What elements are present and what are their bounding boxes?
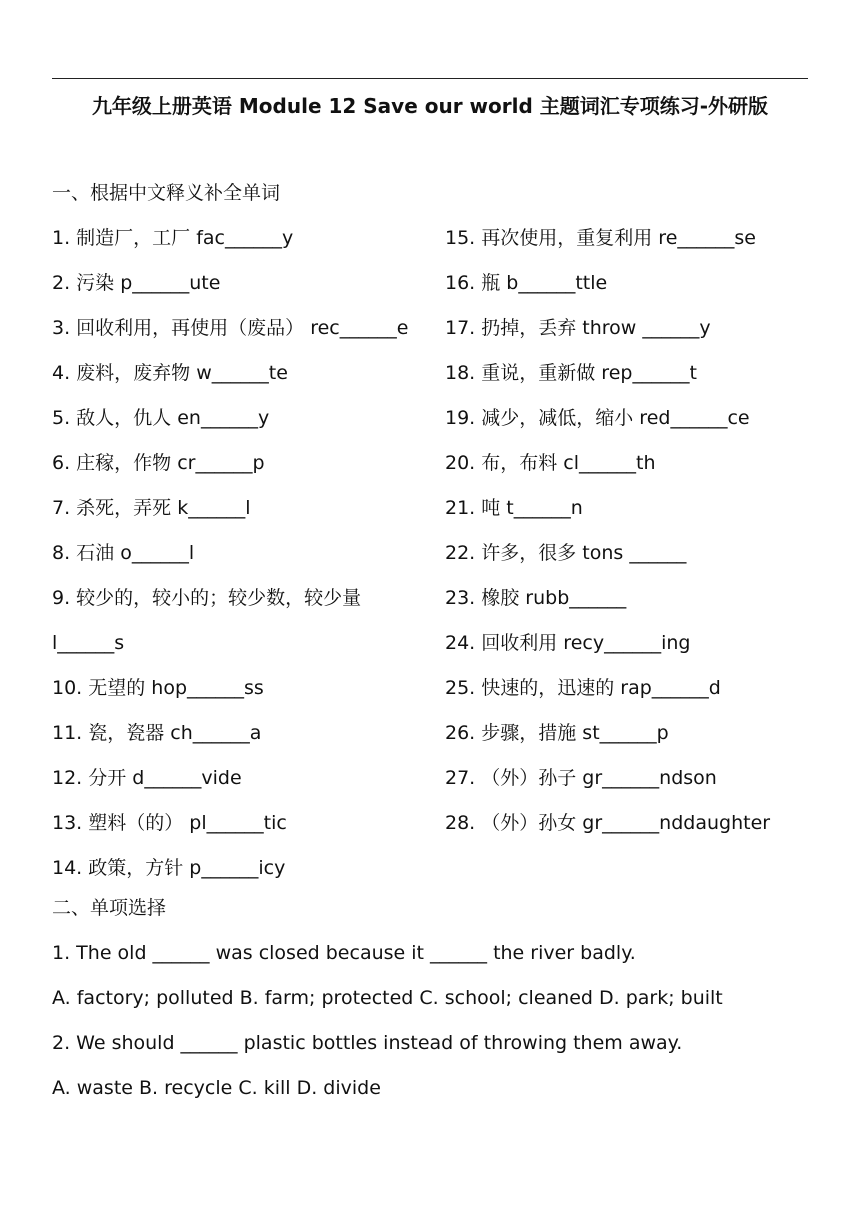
vocab-item-26: 26. 步骤，措施 st______p xyxy=(445,722,669,744)
vocab-item-5: 5. 敌人，仇人 en______y xyxy=(52,407,270,429)
question-1: 1. The old ______ was closed because it ______ the river badly. xyxy=(52,942,636,964)
vocab-item-21: 21. 吨 t______n xyxy=(445,497,583,519)
vocab-item-7: 7. 杀死，弄死 k______l xyxy=(52,497,251,519)
section-1-heading: 一、根据中文释义补全单词 xyxy=(52,182,281,204)
page-title: 九年级上册英语 Module 12 Save our world 主题词汇专项练习-外研版 xyxy=(91,94,769,118)
vocab-item-11: 11. 瓷，瓷器 ch______a xyxy=(52,722,262,744)
question-1-options: A. factory; polluted B. farm; protected C. school; cleaned D. park; built xyxy=(52,987,723,1009)
vocab-item-13: 13. 塑料（的） pl______tic xyxy=(52,812,287,834)
question-2: 2. We should ______ plastic bottles instead of throwing them away. xyxy=(52,1032,683,1054)
vocab-item-2: 2. 污染 p______ute xyxy=(52,272,221,294)
section-2-heading: 二、单项选择 xyxy=(52,897,167,919)
vocab-item-3: 3. 回收利用，再使用（废品） rec______e xyxy=(52,317,409,339)
vocab-item-6: 6. 庄稼，作物 cr______p xyxy=(52,452,265,474)
vocab-item-27: 27. （外）孙子 gr______ndson xyxy=(445,767,717,789)
vocab-item-25: 25. 快速的，迅速的 rap______d xyxy=(445,677,721,699)
vocab-item-18: 18. 重说，重新做 rep______t xyxy=(445,362,697,384)
vocab-item-14: 14. 政策，方针 p______icy xyxy=(52,857,286,879)
vocab-item-9: 9. 较少的，较小的；较少数，较少量 xyxy=(52,587,362,609)
header-rule xyxy=(52,78,808,79)
vocab-item-24: 24. 回收利用 recy______ing xyxy=(445,632,691,654)
vocab-item-10: 10. 无望的 hop______ss xyxy=(52,677,264,699)
vocab-item-23: 23. 橡胶 rubb______ xyxy=(445,587,627,609)
vocab-item-12: 12. 分开 d______vide xyxy=(52,767,242,789)
vocab-item-15: 15. 再次使用，重复利用 re______se xyxy=(445,227,756,249)
vocab-item-16: 16. 瓶 b______ttle xyxy=(445,272,608,294)
vocab-item-22: 22. 许多，很多 tons ______ xyxy=(445,542,687,564)
question-2-options: A. waste B. recycle C. kill D. divide xyxy=(52,1077,381,1099)
vocab-item-9-answer: l______s xyxy=(52,632,125,654)
vocab-item-1: 1. 制造厂，工厂 fac______y xyxy=(52,227,294,249)
vocab-item-17: 17. 扔掉，丢弃 throw ______y xyxy=(445,317,711,339)
vocab-item-8: 8. 石油 o______l xyxy=(52,542,195,564)
vocab-item-28: 28. （外）孙女 gr______nddaughter xyxy=(445,812,771,834)
vocab-item-19: 19. 减少，减低，缩小 red______ce xyxy=(445,407,750,429)
vocab-item-20: 20. 布，布料 cl______th xyxy=(445,452,656,474)
vocab-item-4: 4. 废料，废弃物 w______te xyxy=(52,362,288,384)
